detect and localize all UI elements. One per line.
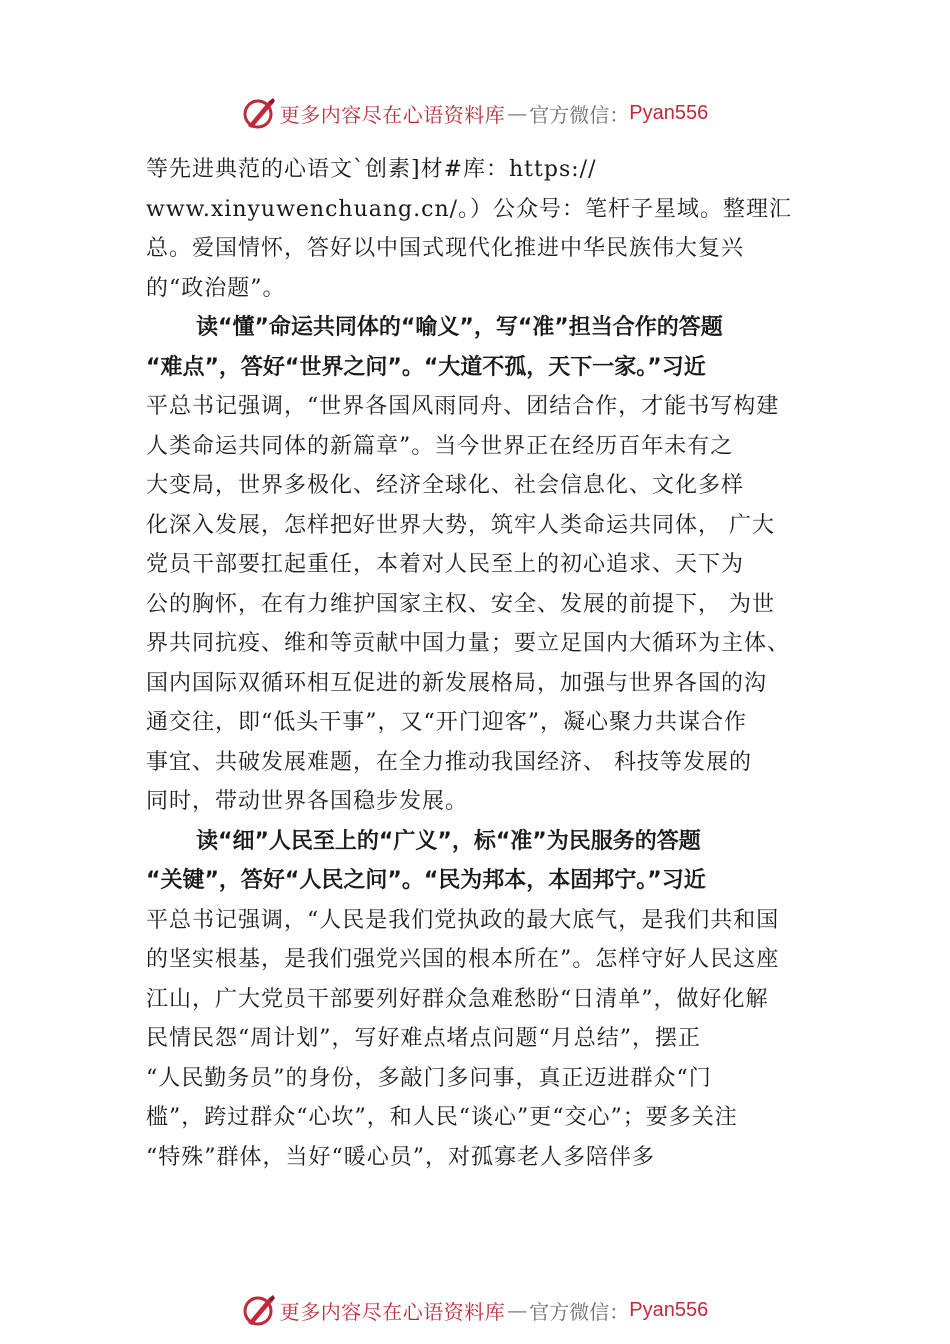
text-line: 党员干部要扛起重任，本着对人民至上的初心追求、天下为 [146,552,745,577]
text-line: 平总书记强调，“世界各国风雨同舟、团结合作，才能书写构建 [146,394,780,419]
pen-logo-icon [242,96,276,130]
text-line: 公的胸怀，在有力维护国家主权、安全、发展的前提下， 为世 [146,591,775,617]
section-heading-line: “关键”，答好“人民之问”。“民为邦本，本固邦宁。”习近 [146,868,706,893]
text-line: 民情民怨“周计划”，写好难点堵点问题“月总结”，摆正 [146,1026,701,1051]
footer-wechat-id: Pyan556 [629,1298,709,1321]
header-banner-text: 更多内容尽在心语资料库 [279,102,506,127]
text-line: 江山，广大党员干部要列好群众急难愁盼“日清单”，做好化解 [146,986,769,1012]
text-line: 总。爱国情怀，答好以中国式现代化推进中华民族伟大复兴 [146,236,745,261]
text-line: 大变局，世界多极化、经济全球化、社会信息化、文化多样 [146,473,745,498]
footer-banner [0,1290,950,1330]
header-wechat-id: Pyan556 [629,101,709,124]
text-line: 通交往，即“低头干事”，又“开门迎客”，凝心聚力共谋合作 [146,710,747,735]
text-line: “人民勤务员”的身份，多敲门多问事，真正迈进群众“门 [146,1065,712,1091]
footer-banner-dash: — [507,1298,528,1322]
pen-logo-icon [242,1293,276,1327]
text-line: 的“政治题”。 [146,275,286,301]
header-banner-dash: — [507,101,528,125]
section-heading-line: 读“懂”命运共同体的“喻义”，写“准”担当合作的答题 [196,315,723,340]
text-line: 同时，带动世界各国稳步发展。 [146,789,469,814]
section-heading-line: “难点”，答好“世界之问”。“大道不孤，天下一家。”习近 [146,354,706,380]
text-line: 界共同抗疫、维和等贡献中国力量；要立足国内大循环为主体、 [146,631,791,656]
text-line: 的坚实根基，是我们强党兴国的根本所在”。怎样守好人民这座 [146,947,780,972]
footer-banner-text: 更多内容尽在心语资料库 [279,1299,506,1324]
header-wechat-label: 官方微信： [529,102,630,127]
section-heading-line: 读“细”人民至上的“广义”，标“准”为民服务的答题 [196,828,701,854]
text-line: 国内国际双循环相互促进的新发展格局，加强与世界各国的沟 [146,670,768,696]
document-body [146,150,826,1177]
footer-wechat-label: 官方微信： [529,1299,630,1324]
text-line: 化深入发展，怎样把好世界大势，筑牢人类命运共同体， 广大 [146,512,775,538]
text-line: 事宜、共破发展难题，在全力推动我国经济、 科技等发展的 [146,749,752,775]
text-line: 平总书记强调，“人民是我们党执政的最大底气，是我们共和国 [146,907,780,933]
text-line: 等先进典范的心语文`创素]材#库：https:// [146,157,597,182]
text-line: 人类命运共同体的新篇章”。当今世界正在经历百年未有之 [146,433,734,459]
header-banner [0,93,950,133]
text-line: “特殊”群体，当好“暖心员”，对孤寡老人多陪伴多 [146,1144,655,1170]
text-line: www.xinyuwenchuang.cn/。）公众号：笔杆子星域。整理汇 [146,196,793,222]
text-line: 槛”，跨过群众“心坎”，和人民“谈心”更“交心”；要多关注 [146,1105,738,1130]
